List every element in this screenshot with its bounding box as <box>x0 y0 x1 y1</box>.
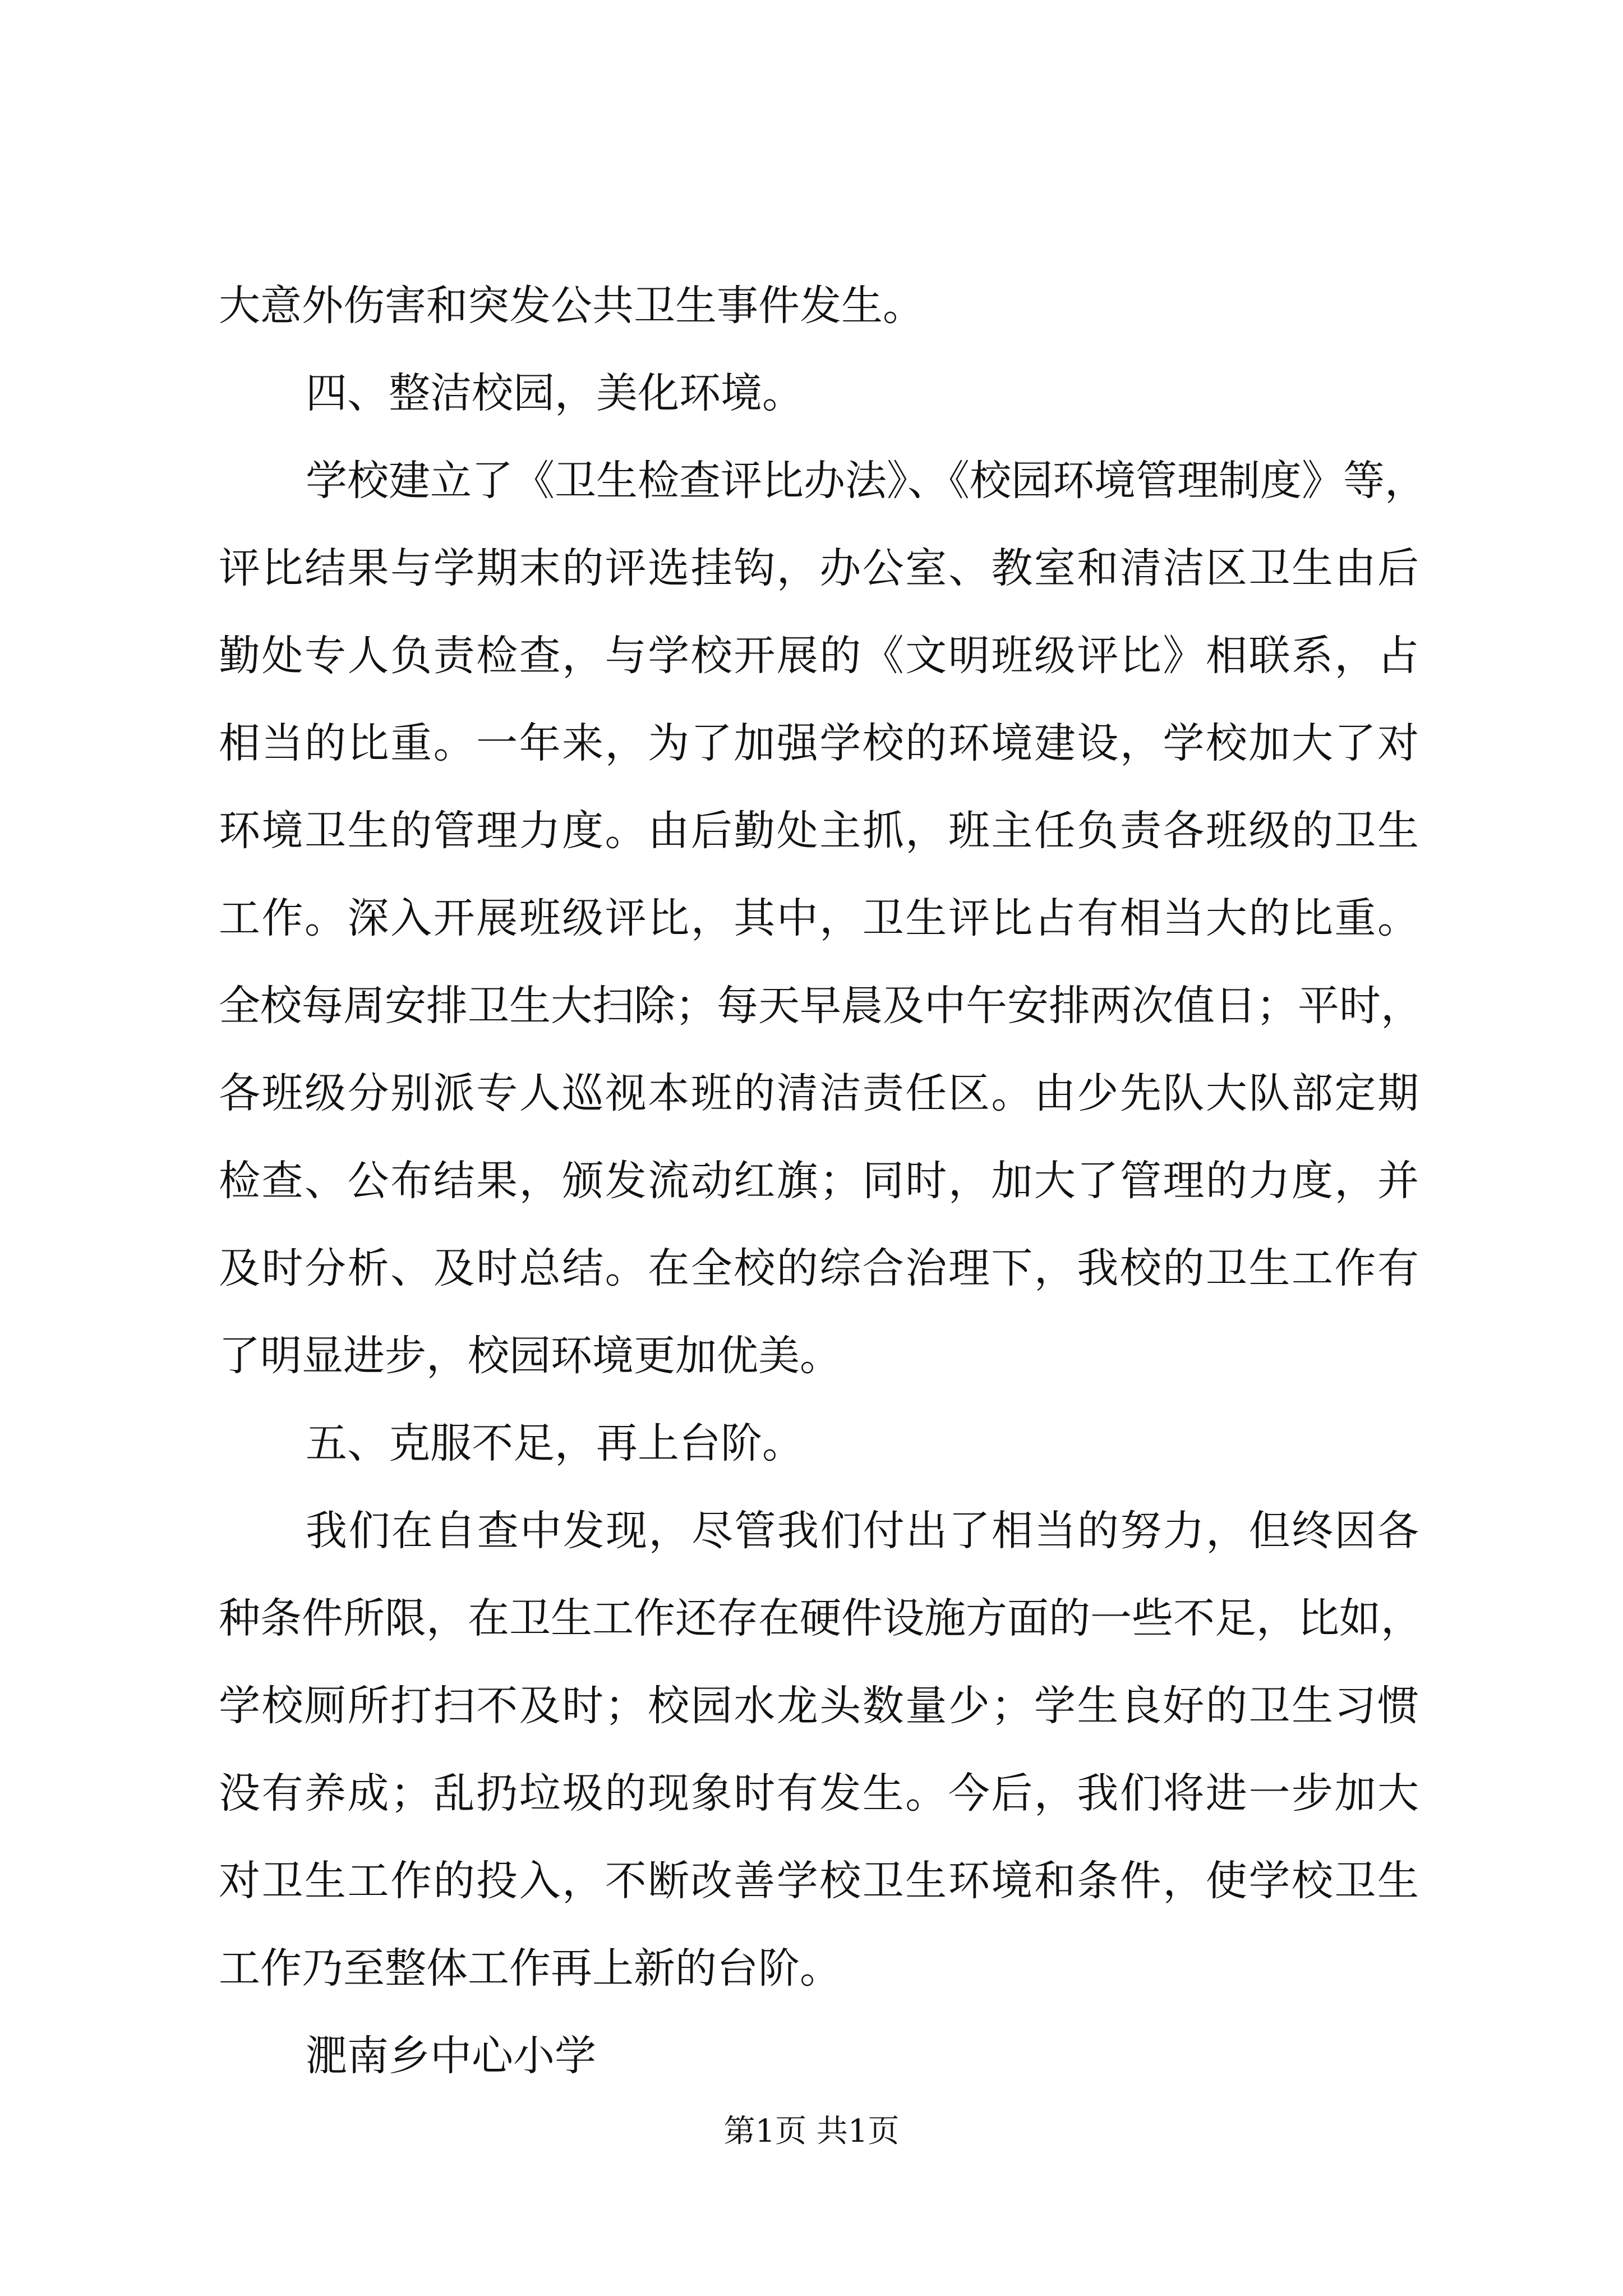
text-line: 种条件所限，在卫生工作还存在硬件设施方面的一些不足，比如， <box>219 1594 1422 1642</box>
text-line: 全校每周安排卫生大扫除；每天早晨及中午安排两次值日；平时， <box>219 982 1422 1030</box>
text-line: 了明显进步，校园环境更加优美。 <box>219 1332 841 1380</box>
text-line: 环境卫生的管理力度。由后勤处主抓，班主任负责各班级的卫生 <box>219 807 1419 855</box>
text-line: 各班级分别派专人巡视本班的清洁责任区。由少先队大队部定期 <box>219 1069 1419 1117</box>
text-line: 相当的比重。一年来，为了加强学校的环境建设，学校加大了对 <box>219 719 1419 767</box>
text-line: 我们在自查中发现，尽管我们付出了相当的努力，但终因各 <box>306 1507 1419 1555</box>
signature-school-name: 淝南乡中心小学 <box>306 2032 596 2080</box>
text-line: 检查、公布结果，颁发流动红旗；同时，加大了管理的力度，并 <box>219 1157 1419 1205</box>
section-heading: 五、克服不足，再上台阶。 <box>306 1419 804 1467</box>
text-line: 没有养成；乱扔垃圾的现象时有发生。今后，我们将进一步加大 <box>219 1769 1419 1818</box>
text-line: 对卫生工作的投入，不断改善学校卫生环境和条件，使学校卫生 <box>219 1857 1419 1905</box>
text-line: 及时分析、及时总结。在全校的综合治理下，我校的卫生工作有 <box>219 1244 1419 1292</box>
page-footer: 第1页 共1页 <box>723 2113 900 2150</box>
text-line: 学校厕所打扫不及时；校园水龙头数量少；学生良好的卫生习惯 <box>219 1682 1419 1730</box>
text-line: 工作。深入开展班级评比，其中，卫生评比占有相当大的比重。 <box>219 894 1419 942</box>
text-line: 大意外伤害和突发公共卫生事件发生。 <box>219 282 924 330</box>
text-line: 工作乃至整体工作再上新的台阶。 <box>219 1944 841 1993</box>
text-line: 评比结果与学期末的评选挂钩，办公室、教室和清洁区卫生由后 <box>219 544 1419 592</box>
section-heading: 四、整洁校园，美化环境。 <box>306 369 804 417</box>
text-line: 勤处专人负责检查，与学校开展的《文明班级评比》相联系，占 <box>219 632 1419 680</box>
text-line: 学校建立了《卫生检查评比办法》、《校园环境管理制度》等， <box>306 457 1426 505</box>
